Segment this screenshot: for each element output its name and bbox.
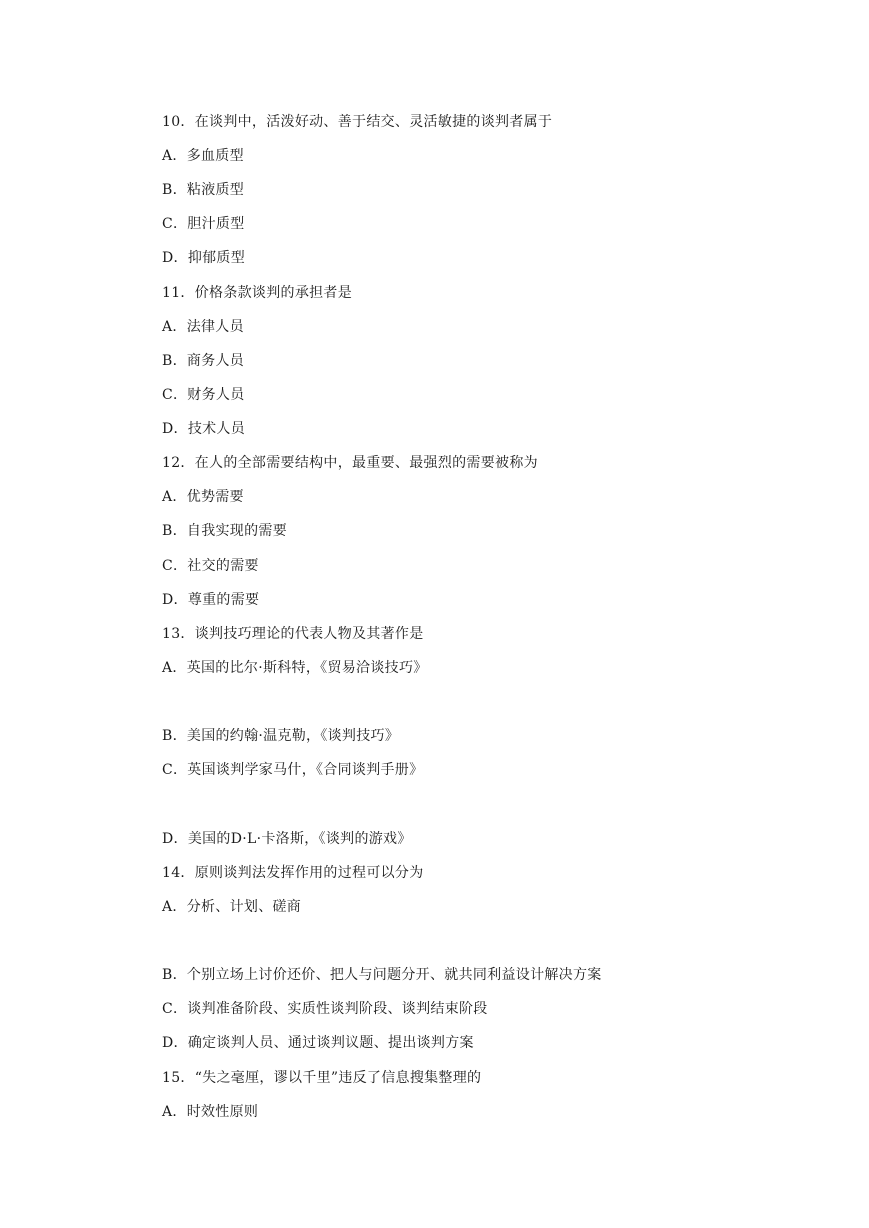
question-14-option-a: A．分析、计划、磋商 [162, 899, 302, 915]
question-15-option-a: A．时效性原则 [162, 1104, 259, 1120]
question-13-option-c: C．英国谈判学家马什，《合同谈判手册》 [162, 762, 424, 778]
question-10-option-d: D．抑郁质型 [162, 250, 246, 266]
question-10-option-b: B．粘液质型 [162, 182, 245, 198]
question-14-option-d: D．确定谈判人员、通过谈判议题、提出谈判方案 [162, 1035, 474, 1051]
question-14-stem: 14．原则谈判法发挥作用的过程可以分为 [162, 865, 424, 881]
question-12-option-d: D．尊重的需要 [162, 592, 260, 608]
question-12-option-b: B．自我实现的需要 [162, 523, 287, 539]
question-13-option-b: B．美国的约翰·温克勒，《谈判技巧》 [162, 728, 400, 744]
question-14-option-c: C．谈判准备阶段、实质性谈判阶段、谈判结束阶段 [162, 1001, 488, 1017]
question-15-stem: 15．“失之毫厘，谬以千里”违反了信息搜集整理的 [162, 1070, 482, 1086]
question-13-option-a: A．英国的比尔·斯科特，《贸易洽谈技巧》 [162, 660, 428, 676]
question-13-stem: 13．谈判技巧理论的代表人物及其著作是 [162, 626, 424, 642]
question-12-option-a: A．优势需要 [162, 489, 244, 505]
question-13-option-d: D．美国的D·L·卡洛斯，《谈判的游戏》 [162, 831, 412, 847]
question-14-option-b: B．个别立场上讨价还价、把人与问题分开、就共同利益设计解决方案 [162, 967, 602, 983]
question-11-option-c: C．财务人员 [162, 387, 245, 403]
question-11-option-b: B．商务人员 [162, 353, 245, 369]
question-10-option-a: A．多血质型 [162, 148, 244, 164]
question-11-stem: 11．价格条款谈判的承担者是 [162, 285, 353, 301]
question-10-stem: 10．在谈判中，活泼好动、善于结交、灵活敏捷的谈判者属于 [162, 114, 553, 130]
question-11-option-a: A．法律人员 [162, 319, 244, 335]
question-12-stem: 12．在人的全部需要结构中，最重要、最强烈的需要被称为 [162, 455, 538, 471]
question-11-option-d: D．技术人员 [162, 421, 246, 437]
question-10-option-c: C．胆汁质型 [162, 216, 245, 232]
question-12-option-c: C．社交的需要 [162, 558, 259, 574]
